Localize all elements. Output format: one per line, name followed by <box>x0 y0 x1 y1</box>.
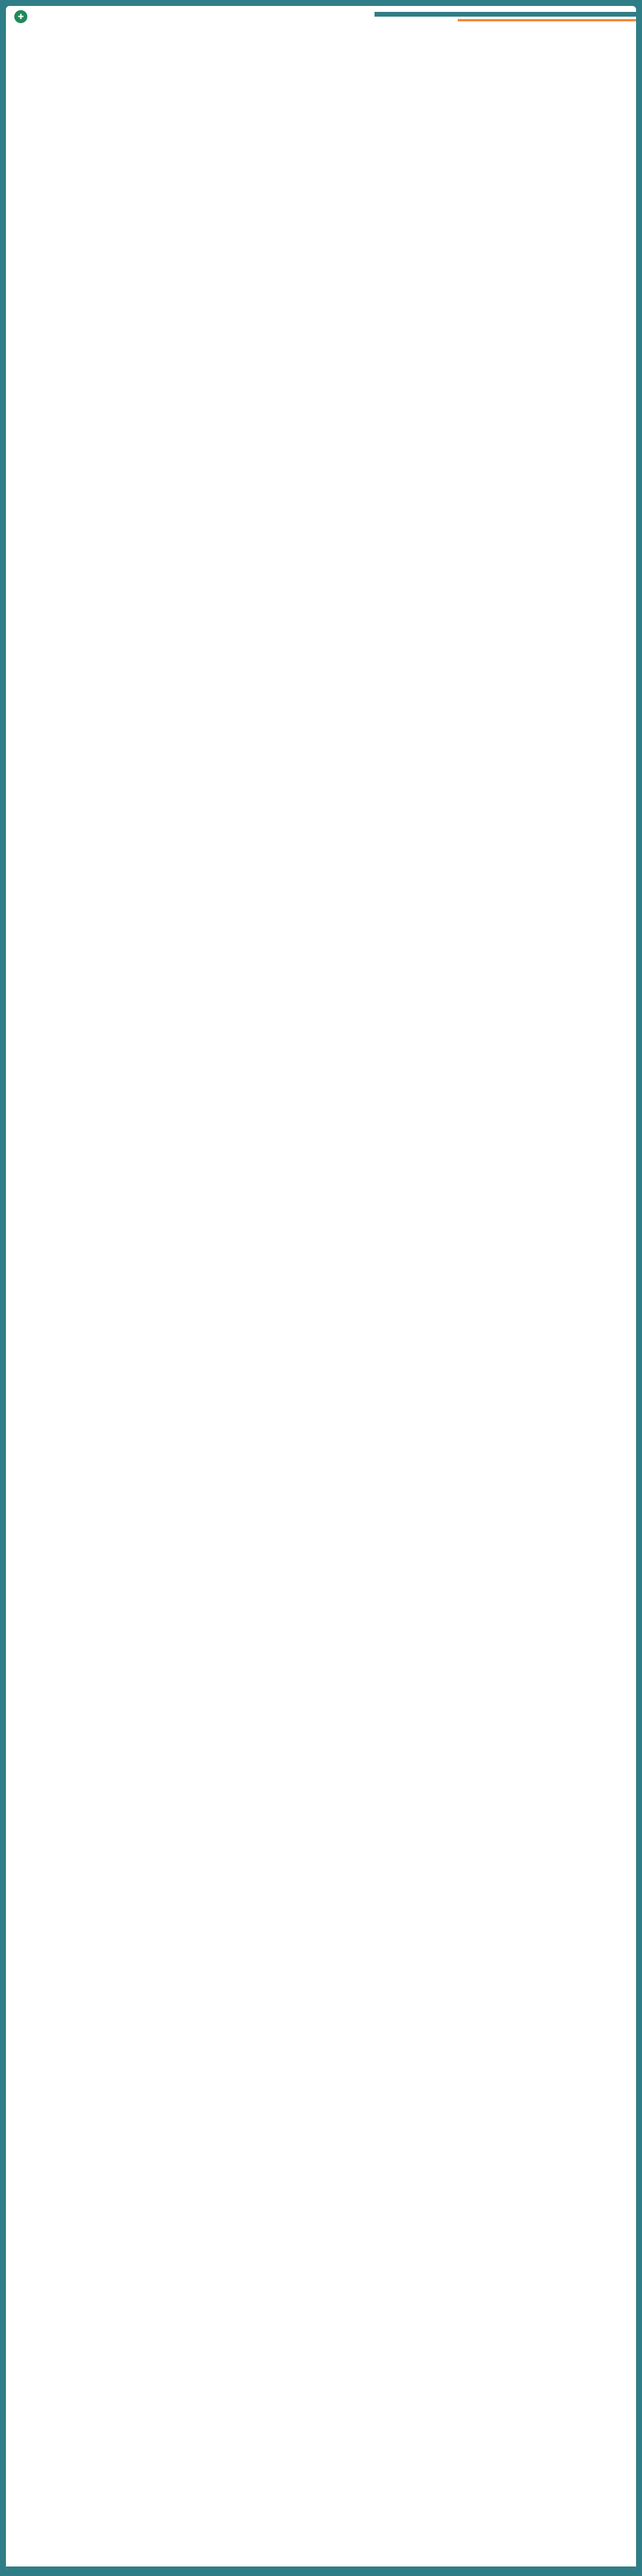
hospital-emblem-icon: ✚ <box>14 10 27 23</box>
accent-bar <box>374 12 636 17</box>
bottom-stripe <box>6 2566 636 2570</box>
schedule-page <box>6 6 636 2570</box>
accent-bar-orange <box>458 19 636 21</box>
header-bar <box>6 6 636 27</box>
